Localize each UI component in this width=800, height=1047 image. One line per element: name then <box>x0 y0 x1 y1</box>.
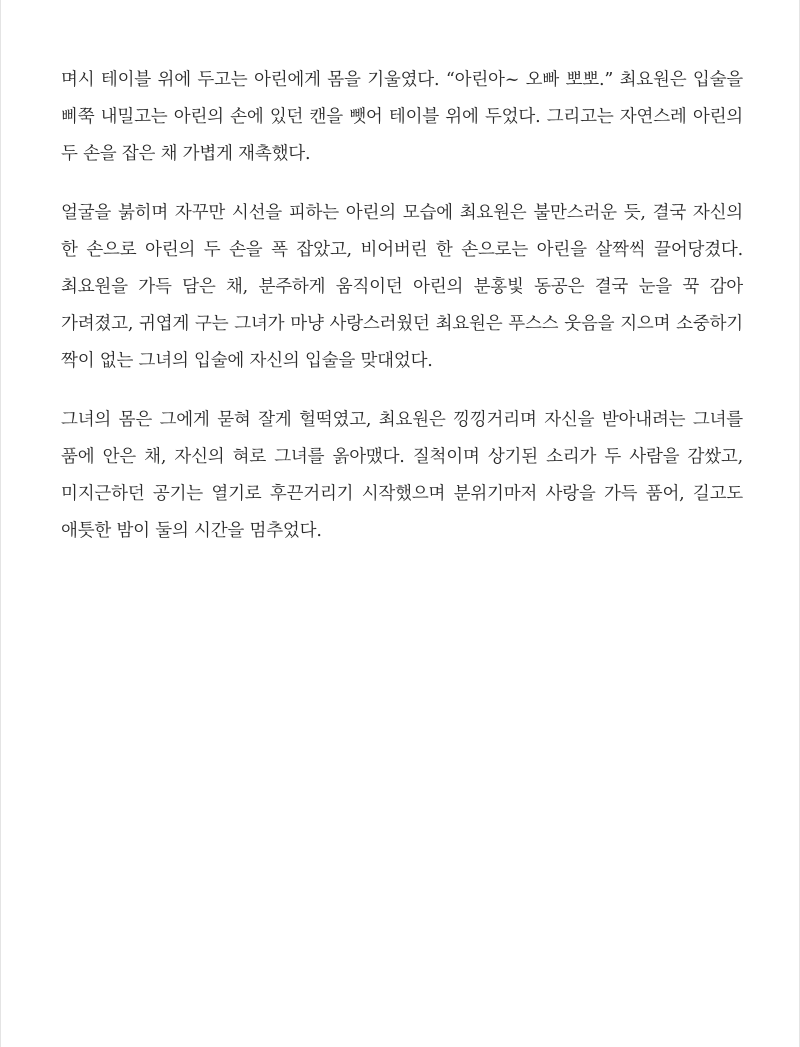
paragraph-2: 얼굴을 붉히며 자꾸만 시선을 피하는 아린의 모습에 최요원은 불만스러운 듯, 결국 자신의 한 손으로 아린의 두 손을 폭 잡았고, 비어버린 한 손으로는 아린을 살짝씩 끌어당겼다. 최요원을 가득 담은 채, 분주하게 움직이던 아린의 분홍빛 동공은 결국 눈을 꾹 감아 가려졌고, 귀엽게 구는 그녀가 마냥 사랑스러웠던 최요원은 푸스스 웃음을 지으며 소중하기 짝이 없는 그녀의 입술에 자신의 입술을 맞대었다. <box>61 203 743 371</box>
paragraph-3: 그녀의 몸은 그에게 묻혀 잘게 헐떡였고, 최요원은 낑낑거리며 자신을 받아내려는 그녀를 품에 안은 채, 자신의 혀로 그녀를 옭아맸다. 질척이며 상기된 소리가 두 사람을 감쌌고, 미지근하던 공기는 열기로 후끈거리기 시작했으며 분위기마저 사랑을 가득 품어, 길고도 애틋한 밤이 둘의 시간을 멈추었다. <box>61 410 743 541</box>
paragraph-1: 며시 테이블 위에 두고는 아린에게 몸을 기울였다. “아린아~ 오빠 뽀뽀.” 최요원은 입술을 삐쭉 내밀고는 아린의 손에 있던 캔을 뺏어 테이블 위에 두었다. 그리고는 자연스레 아린의 두 손을 잡은 채 가볍게 재촉했다. <box>61 70 743 164</box>
reader-page <box>61 62 743 572</box>
